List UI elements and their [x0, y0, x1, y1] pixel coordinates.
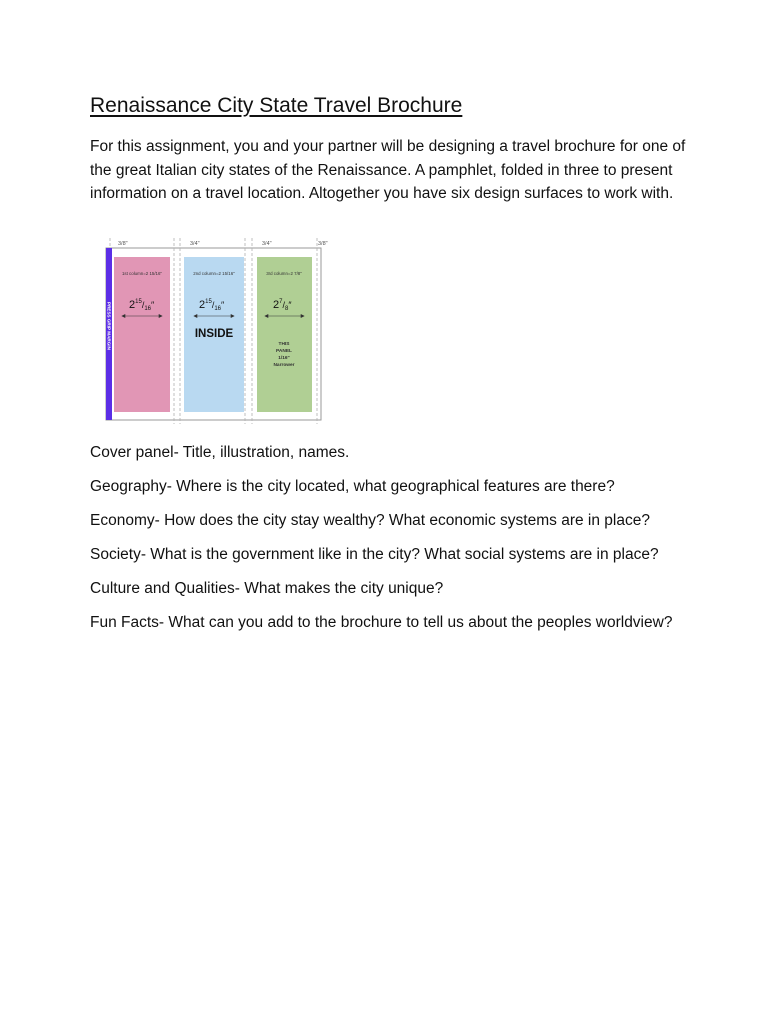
note-line-1: THIS	[278, 342, 290, 347]
note-line-4: Narrower	[273, 363, 295, 368]
section-fun-facts: Fun Facts- What can you add to the brochure to tell us about the peoples worldview?	[90, 614, 673, 631]
intro-paragraph: For this assignment, you and your partner will be designing a travel brochure for one of the great Italian city states of the Renaissance. A pamphlet, folded in three to present information on a travel location. Altogether you have six design surfaces to work with.	[90, 138, 686, 202]
panel-3-caption: 3rd column=2 7/8"	[266, 271, 302, 276]
note-line-3: 1/16"	[278, 356, 290, 361]
section-geography: Geography- Where is the city located, what geographical features are there?	[90, 478, 615, 495]
panel-3	[257, 257, 312, 412]
panel-1	[114, 257, 170, 412]
top-measure-2: 3/4"	[190, 241, 200, 247]
panel-3-dimension: $2^7_/8''$	[273, 299, 292, 312]
section-cover-panel: Cover panel- Title, illustration, names.	[90, 444, 350, 461]
brochure-layout-diagram	[90, 234, 335, 424]
top-measure-1: 3/8"	[118, 241, 128, 247]
section-society: Society- What is the government like in the city? What social systems are in place?	[90, 546, 659, 563]
section-culture: Culture and Qualities- What makes the city unique?	[90, 580, 444, 597]
section-list	[90, 441, 690, 645]
top-measure-4: 3/8"	[318, 241, 328, 247]
press-grip-margin-label: PRESS GRIP MARGIN	[106, 302, 112, 350]
inside-label: INSIDE	[194, 328, 234, 340]
panel-2-caption: 2nd column=2 15/16"	[193, 271, 235, 276]
section-economy: Economy- How does the city stay wealthy? What economic systems are in place?	[90, 512, 650, 529]
brochure-diagram-svg	[90, 234, 335, 424]
document-title: Renaissance City State Travel Brochure	[90, 94, 463, 117]
panel-1-dimension: $2^{15}_/16''$	[129, 299, 155, 312]
note-line-2: PANEL	[276, 349, 292, 354]
panel-2-dimension: $2^{15}_/16''$	[199, 299, 225, 312]
panel-1-caption: 1st column=2 15/16"	[121, 271, 163, 276]
top-measure-3: 3/4"	[262, 241, 272, 247]
